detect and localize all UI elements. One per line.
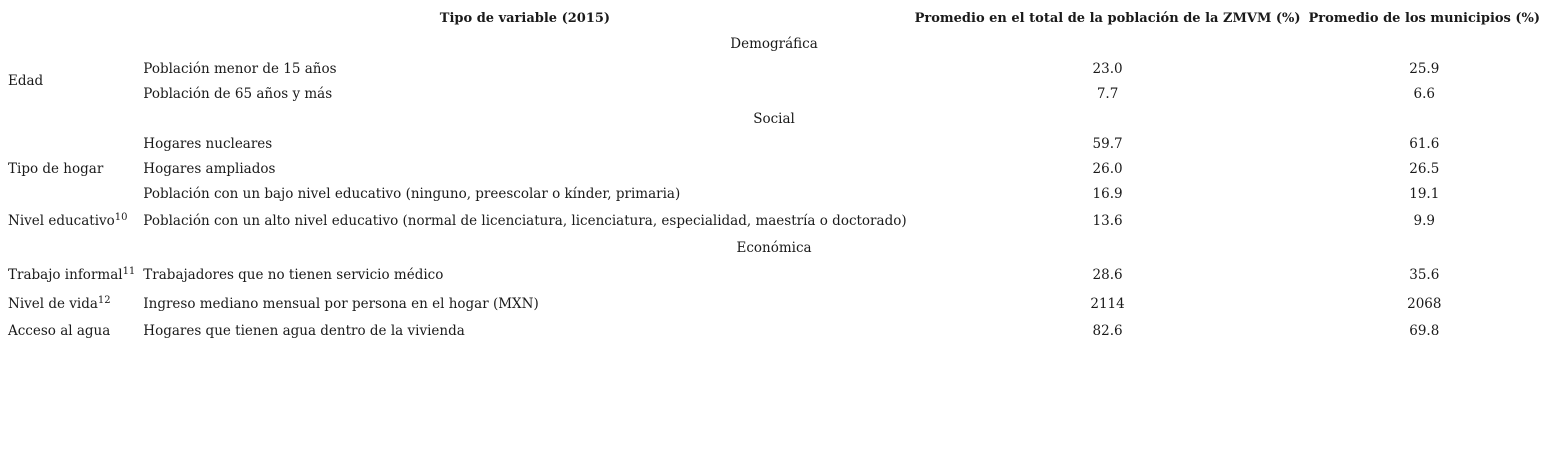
category-trabajo-informal — [4, 260, 139, 289]
header-row — [4, 5, 1544, 31]
table-row — [4, 206, 1544, 235]
table-row — [4, 181, 1544, 206]
row-municipios: 19.1 — [1409, 185, 1440, 202]
row-label: Ingreso mediano mensual por persona en el hogar (MXN) — [143, 295, 539, 312]
row-municipios: 35.6 — [1409, 266, 1440, 283]
table-row — [4, 81, 1544, 106]
section-social: Social — [753, 110, 795, 127]
header-total: Promedio en el total de la población de la ZMVM (%) — [914, 10, 1301, 26]
table-row — [4, 289, 1544, 318]
category-edad: Edad — [8, 73, 44, 89]
row-label: Población menor de 15 años — [143, 60, 337, 77]
table-row — [4, 260, 1544, 289]
section-row — [4, 31, 1544, 56]
section-row — [4, 235, 1544, 260]
footnote-marker: 12 — [97, 294, 111, 306]
category-tipo-hogar: Tipo de hogar — [8, 160, 104, 177]
header-municipios: Promedio de los municipios (%) — [1308, 10, 1541, 26]
table-row — [4, 156, 1544, 181]
category-acceso-agua: Acceso al agua — [8, 322, 111, 339]
row-total: 13.6 — [1092, 212, 1123, 229]
category-label: Trabajo informal — [8, 266, 123, 283]
section-demografica: Demográfica — [730, 35, 818, 52]
row-municipios: 25.9 — [1409, 60, 1440, 77]
row-total: 23.0 — [1092, 60, 1123, 77]
category-nivel-educativo — [4, 206, 139, 235]
row-label: Población de 65 años y más — [143, 85, 333, 102]
row-municipios: 9.9 — [1413, 212, 1436, 229]
table-row — [4, 56, 1544, 81]
table-row — [4, 131, 1544, 156]
row-total: 16.9 — [1092, 185, 1123, 202]
row-label: Población con un bajo nivel educativo (ninguno, preescolar o kínder, primaria) — [143, 185, 681, 202]
category-label: Nivel de vida — [8, 295, 98, 312]
header-variable: Tipo de variable (2015) — [439, 10, 611, 26]
table-row — [4, 318, 1544, 343]
row-label: Población con un alto nivel educativo (normal de licenciatura, licenciatura, especialidad, maestría o doctorado) — [143, 212, 907, 229]
row-label: Hogares que tienen agua dentro de la vivienda — [143, 322, 465, 339]
row-municipios: 2068 — [1407, 295, 1442, 312]
row-municipios: 6.6 — [1413, 85, 1436, 102]
row-total: 26.0 — [1092, 160, 1123, 177]
section-economica: Económica — [736, 239, 812, 256]
category-nivel-vida — [4, 289, 139, 318]
row-label: Hogares nucleares — [143, 135, 273, 152]
category-label: Nivel educativo — [8, 212, 115, 229]
row-municipios: 26.5 — [1409, 160, 1440, 177]
row-total: 2114 — [1090, 295, 1125, 312]
row-municipios: 61.6 — [1409, 135, 1440, 152]
data-table — [4, 5, 1544, 343]
row-label: Trabajadores que no tienen servicio médico — [143, 266, 444, 283]
section-row — [4, 106, 1544, 131]
row-total: 82.6 — [1092, 322, 1123, 339]
row-label: Hogares ampliados — [143, 160, 276, 177]
footnote-marker: 10 — [114, 211, 128, 223]
footnote-marker: 11 — [122, 265, 136, 277]
row-total: 7.7 — [1096, 85, 1119, 102]
row-total: 28.6 — [1092, 266, 1123, 283]
row-municipios: 69.8 — [1409, 322, 1440, 339]
row-total: 59.7 — [1092, 135, 1123, 152]
header-empty — [4, 5, 139, 31]
